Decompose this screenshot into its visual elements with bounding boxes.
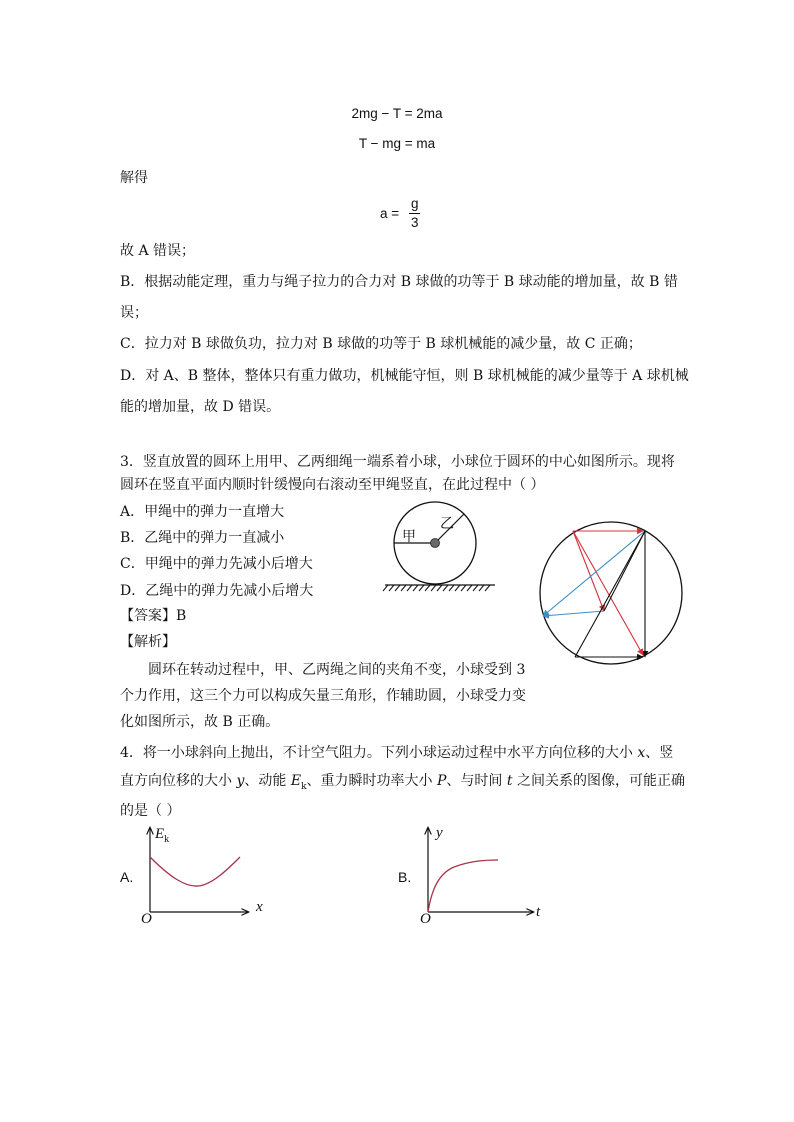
graph-a-y-label [155,826,169,845]
q4-stem-text-2b: 、动能 [244,773,291,789]
label-yi: 乙 [440,516,454,532]
q4-stem-text-2c: 、重力瞬时功率大小 [306,773,437,789]
graph-b-y-label: y [436,825,443,841]
q4-stem-text-2e: 之间关系的图像，可能正确 [512,773,685,789]
black-force-mid [604,531,645,611]
ground-hatching [383,585,490,591]
q4-var-ek-sub: k [301,781,307,792]
graph-a-option-label: A. [120,869,134,885]
q4-stem-text-1b: 、竖 [645,745,674,761]
equation-1: 2mg − T = 2ma [351,106,443,121]
blue-force-upper [543,531,645,616]
blue-force-lower [543,611,604,616]
graph-a-y-label-e: E [155,826,165,842]
solve-label: 解得 [120,170,148,186]
q3-stem-line2: 圆环在竖直平面内顺时针缓慢向右滚动至甲绳竖直，在此过程中（ ） [120,477,545,493]
q3-ring-figure [380,495,500,595]
q4-var-t: t [506,773,513,789]
q3-option-a: A．甲绳中的弹力一直增大 [120,504,285,520]
q4-var-x: x [637,745,646,761]
fraction-bar [409,213,420,214]
q3-analysis-heading: 【解析】 [120,634,176,650]
graph-a-y-label-sub: k [164,834,170,845]
q4-stem-text-2d: 、与时间 [446,773,507,789]
q3-option-d: D．乙绳中的弹力先减小后增大 [120,583,314,599]
q3-force-circle-figure [538,520,688,670]
equation-3-lhs: a = [380,206,400,221]
option-a-conclusion: 故 A 错误； [120,243,196,259]
q4-stem-line2 [120,770,685,792]
graph-b-curve [428,860,498,912]
q4-var-y: y [236,773,245,789]
q4-var-ek: E [290,773,302,789]
label-jia: 甲 [402,529,416,545]
equation-3-denominator: 3 [411,215,419,230]
option-c-analysis: C．拉力对 B 球做负功，拉力对 B 球做的功等于 B 球机械能的减少量，故 C 正确； [120,336,642,352]
equation-2: T − mg = ma [358,136,436,151]
black-force-diag [575,531,645,657]
q3-option-b: B．乙绳中的弹力一直减小 [120,530,285,546]
q4-stem-text-2a: 直方向位移的大小 [120,773,237,789]
red-force-diag-2 [573,531,643,655]
option-d-analysis-line2: 能的增加量，故 D 错误。 [120,399,281,415]
red-force-diag-1 [573,531,604,611]
option-d-analysis-line1: D．对 A、B 整体，整体只有重力做功，机械能守恒，则 B 球机械能的减少量等于 A 球机械 [120,368,689,384]
graph-b-origin: O [420,911,431,927]
q3-answer: 【答案】B [120,608,187,624]
ball [431,539,440,548]
q3-analysis-line1: 圆环在转动过程中，甲、乙两绳之间的夹角不变，小球受到 3 [148,662,526,678]
equation-3 [380,196,432,232]
option-b-analysis-line1: B．根据动能定理，重力与绳子拉力的合力对 B 球做的功等于 B 球动能的增加量，故 B 错 [120,274,678,290]
graph-a-curve [150,857,240,886]
q4-stem-line3: 的是（ ） [120,803,181,819]
equation-3-numerator: g [411,196,419,211]
q4-stem-line1 [120,742,673,762]
q4-stem-text-1a: 4．将一小球斜向上抛出，不计空气阻力。下列小球运动过程中水平方向位移的大小 [120,745,638,761]
q3-analysis-line2: 个力作用，这三个力可以构成矢量三角形，作辅助圆，小球受力变 [120,688,526,704]
graph-a-origin: O [141,911,152,927]
graph-b-x-label: t [536,904,541,920]
q3-analysis-line3: 化如图所示，故 B 正确。 [120,714,280,730]
q4-var-p: P [436,773,447,789]
graph-a-x-label: x [256,899,263,915]
graph-b-option-label: B. [398,869,412,885]
q3-option-c: C．甲绳中的弹力先减小后增大 [120,556,313,572]
option-b-analysis-line2: 误； [120,305,148,321]
q3-stem-line1: 3．竖直放置的圆环上用甲、乙两细绳一端系着小球，小球位于圆环的中心如图所示。现将 [120,454,675,470]
